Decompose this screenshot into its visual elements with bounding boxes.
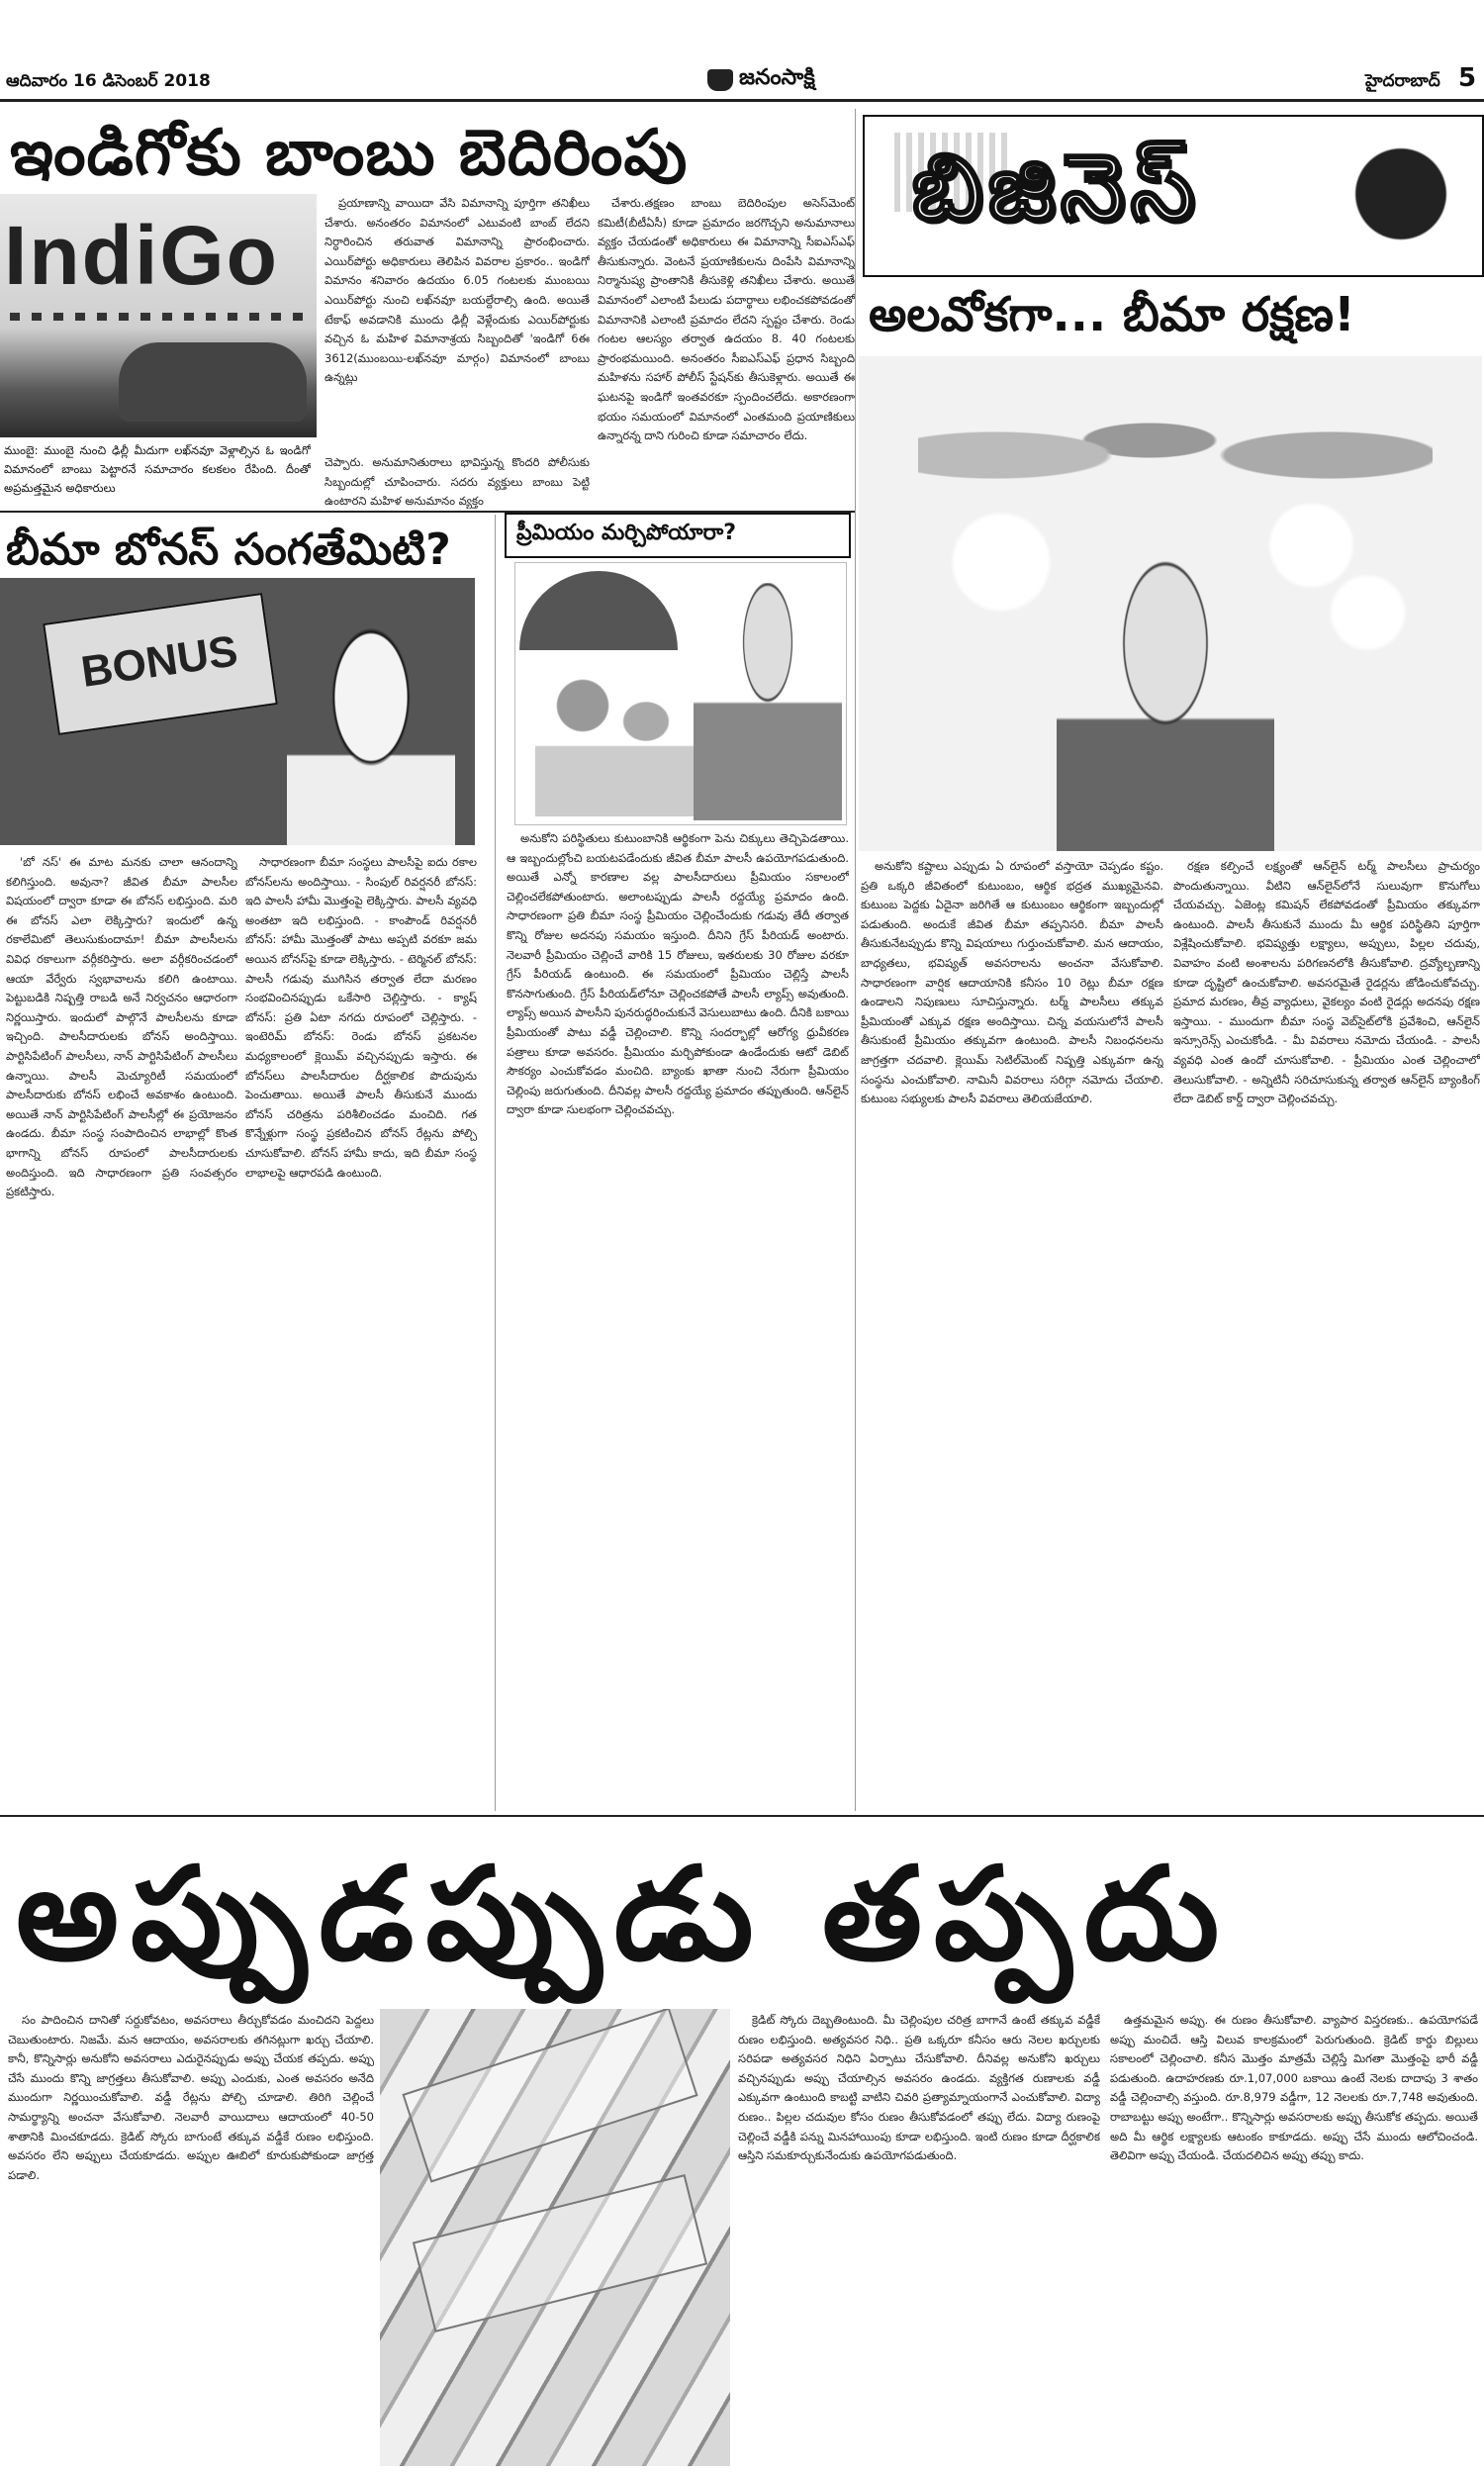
bonus-sign-text: BONUS — [78, 626, 241, 697]
alavokaga-headline: అలవోకగా... బీమా రక్షణ! — [869, 287, 1355, 342]
cartoon-man-graphic — [287, 618, 455, 845]
premium-col-text: అనుకోని పరిస్థితులు కుటుంబానికి ఆర్థికంగా పెను చిక్కులు తెచ్చిపెడతాయి. ఆ ఇబ్బందుల్లోంచి బయటపడేందుకు జీవిత బీమా పాలసీ ఉపయోగపడుతుంది. అయితే ఎన్నో కారణాల వల్ల పాలసీదారులు ప్రీమియం సకాలంలో చెల్లించలేకపోతుంటారు. అలాంటప్పుడు పాలసీ రద్దయ్యే ప్రమాదం ఉంది. సాధారణంగా ప్రతి బీమా సంస్థ ప్రీమియం చెల్లించేందుకు గడువు తేదీ తర్వాత కొన్ని రోజుల అదనపు సమయం ఇస్తుంది. దీనిని గ్రేస్ పీరియడ్ అంటారు. నెలవారీ ప్రీమియం చెల్లించే వారికి 15 రోజులు, ఇతరులకు 30 రోజుల వరకూ గ్రేస్ పీరియడ్ ఉంటుంది. ఈ సమయంలో ప్రీమియం చెల్లిస్తే పాలసీ కొనసాగుతుంది. గ్రేస్ పీరియడ్‌లోనూ చెల్లించకపోతే పాలసీ ల్యాప్స్ అవుతుంది. ల్యాప్స్ అయిన పాలసీని పునరుద్ధరించుకునే వెసులుబాటు ఉంది. దీనికి బకాయి ప్రీమియంతో పాటు వడ్డీ చెల్లించాలి. కొన్ని సందర్భాల్లో ఆరోగ్య ధ్రువీకరణ పత్రాలు కూడా అవసరం. ప్రీమియం మర్చిపోకుండా ఉండేందుకు ఆటో డెబిట్ సౌకర్యం ఎంచుకోవడం మంచిది. బ్యాంకు ఖాతా నుంచి నేరుగా ప్రీమియం చెల్లింపు జరుగుతుంది. దీనివల్ల పాలసీ రద్దయ్యే ప్రమాదం తప్పుతుంది. ఆన్‌లైన్ ద్వారా కూడా సులభంగా చెల్లించవచ్చు. — [507, 831, 849, 1117]
appudappudu-headline: అప్పుడప్పుడు తప్పదు — [16, 1839, 1232, 1989]
alavokaga-col2-text: రక్షణ కల్పించే లక్ష్యంతో ఆన్‌లైన్ టర్మ్ పాలసీలు ప్రాచుర్యం పొందుతున్నాయి. వీటిని ఆన్‌లైన్‌లోనే సులువుగా కొనుగోలు చేయవచ్చు. ఏజెంట్ల కమిషన్ లేకపోవడంతో ప్రీమియం తక్కువగా ఉంటుంది. పాలసీ తీసుకునే ముందు మీ ఆర్థిక పరిస్థితిని పూర్తిగా విశ్లేషించుకోవాలి. భవిష్యత్తు లక్ష్యాలు, అప్పులు, పిల్లల చదువు, వివాహం వంటి అంశాలను పరిగణనలోకి తీసుకోవాలి. ద్రవ్యోల్బణాన్ని కూడా దృష్టిలో ఉంచుకోవాలి. అవసరమైతే రైడర్లను జోడించుకోవచ్చు. ప్రమాద మరణం, తీవ్ర వ్యాధులు, వైకల్యం వంటి రైడర్లు అదనపు రక్షణ ఇస్తాయి. - ముందుగా బీమా సంస్థ వెబ్‌సైట్‌లోకి ప్రవేశించి, ఆన్‌లైన్ ఇన్సూరెన్స్ ఎంచుకోండి. - మీ వివరాలు నమోదు చేయండి. - పాలసీ వ్యవధి ఎంత ఉందో చూసుకోవాలి. - ప్రీమియం ఎంత చెల్లించాలో తెలుసుకోవాలి. - అన్నిటినీ సరిచూసుకున్న తర్వాత ఆన్‌లైన్ బ్యాంకింగ్ లేదా డెబిట్ కార్డ్ ద్వారా చెల్లించవచ్చు. — [1173, 859, 1480, 1106]
indigo-caption: ముంబై: ముంబై నుంచి ఢిల్లీ మీదుగా లఖ్‌నవూ వెళ్లాల్సిన ఓ ఇండిగో విమానంలో బాంబు పెట్టారనే సమాచారం కలకలం రేపింది. దీంతో అప్రమత్తమైన అధికారులు — [4, 443, 311, 495]
rupee-note-graphic — [402, 2009, 697, 2183]
section-rule — [0, 1815, 1484, 1817]
paper-logo-icon — [707, 69, 733, 91]
man-at-desk-graphic — [694, 583, 842, 820]
column-rule — [495, 515, 496, 1811]
masthead-logo — [707, 65, 815, 95]
business-banner — [863, 115, 1484, 277]
premium-col — [507, 829, 849, 1809]
indigo-col2-text: చేశారు.తక్షణం బాంబు బెదిరింపుల అసెస్‌మెంట్ కమిటీ(బీటీఏసీ) కూడా ప్రమాదం జరగొచ్చని అనుమానాలు వ్యక్తం చేయడంతో అధికారులు ఈ విమానాన్ని సీఐఎస్‌ఎఫ్ తీసుకున్నారు. వెంటనే ప్రయాణికులను దింపేసి విమానాన్ని నిర్మానుష్య ప్రాంతానికి తీసుకెళ్లి తనిఖీలు చేశారు. అయితే విమానంలో ఎలాంటి పేలుడు పదార్థాలు లభించకపోవడంతో విమానానికి ఎలాంటి ప్రమాదం లేదని స్పష్టం చేశారు. రెండు గంటల ఆలస్యం తర్వాత ఉదయం 8. 40 గంటలకు ప్రారంభమయింది. అనంతరం సీఐఎస్‌ఎఫ్ ప్రధాన సిబ్బంది మహిళను సహార్ పోలీస్ స్టేషన్‌కు తీసుకెళ్లారు. అయితే ఈ ఘటనపై ఇండిగో ఇంతవరకూ స్పందించలేదు. అకారణంగా భయం సమయంలో విమానంలో ఎంతమంది ప్రయాణికులు ఉన్నారన్న దాని గురించి కూడా సమాచారం లేదు. — [598, 196, 855, 443]
business-banner-title: బిజినెస్ — [912, 135, 1201, 240]
bima-bonus-col1-text: 'బో నస్' ఈ మాట మనకు చాలా ఆనందాన్ని కలిగిస్తుంది. అవునా? జీవిత బీమా పాలసీల విషయంలో ద్వారా కూడా ఈ బోనస్ లభిస్తుంది. మరి ఈ బోనస్ ఎలా లెక్కిస్తారు? ఇందులో ఉన్న రకాలేమిటో తెలుసుకుందామా! బీమా పాలసీలను వివిధ రకాలుగా వర్గీకరిస్తారు. అలా వర్గీకరించడంలో ఆయా వేర్వేరు స్వభావాలను కలిగి ఉంటాయి. పెట్టుబడికి నిష్పత్తి రాబడి అనే నిర్వచనం ఆధారంగా నిర్ణయిస్తారు. ఇందులో పాల్గొనే పాలసీలను కూడా ఇచ్చింది. పాలసీదారులకు బోనస్ అందిస్తాయి. పార్టిసిపేటింగ్ పాలసీలు, నాన్ పార్టిసిపేటింగ్ పాలసీలు ఉన్నాయి. పాలసీ మెచ్యూరిటీ సమయంలో పాలసీదారుకు బోనస్ లభించే అవకాశం ఉంటుంది. అయితే నాన్ పార్టిసిపేటింగ్ పాలసీల్లో ఈ ప్రయోజనం ఉండదు. బీమా సంస్థ సంపాదించిన లాభాల్లో కొంత భాగాన్ని బోనస్ రూపంలో పాలసీదారులకు అందిస్తుంది. ఇది సాధారణంగా ప్రతి సంవత్సరం ప్రకటిస్తారు. — [6, 855, 237, 1199]
appudappudu-col3 — [1110, 2011, 1478, 2466]
indigo-col1-cont: చెప్పారు. అనుమానితురాలు భావిస్తున్న కొందరి పోలీసుకు సిబ్బందుల్లో చూపించారు. సదరు వ్యక్తులు బాంబు పెట్టి ఉంటారని మహిళ అనుమానం వ్యక్తం — [325, 455, 590, 509]
appudappudu-col2 — [738, 2011, 1100, 2466]
appudappudu-col1 — [8, 2011, 374, 2466]
man-with-glasses-graphic — [1057, 554, 1274, 851]
masthead-rule — [0, 99, 1484, 102]
alavokaga-col1 — [861, 857, 1163, 1807]
indigo-logo-text: IndiGo — [4, 209, 279, 302]
umbrella-icon — [519, 571, 678, 650]
indigo-col1-text: ప్రయాణాన్ని వాయిదా వేసి విమానాన్ని పూర్తిగా తనిఖీలు చేశారు. అనంతరం విమానంలో ఎటువంటి బాంబ్ లేదని నిర్ధారించిన తరువాత విమానాన్ని ప్రారంభించారు. ఎయిర్‌పోర్టు అధికారులు తెలిపిన వివరాల ప్రకారం.. ఇండిగో విమానం శనివారం ఉదయం 6.05 గంటలకు ముంబయి ఎయిర్‌పోర్టు నుంచి లఖ్‌నవూ బయల్దేరాల్సి ఉంది. అయితే టేకాఫ్ అవడానికి ముందు ఢిల్లీ వెళ్లేందుకు ఎయిర్‌పోర్టుకు వచ్చిన ఓ మహిళ విమానాశ్రయ సిబ్బందితో 'ఇండిగో 6ఈ 3612(ముంబయి-లఖ్‌నవూ మార్గం) విమానంలో బాంబు ఉన్నట్లు — [325, 196, 590, 385]
bima-bonus-headline: బీమా బోనస్ సంగతేమిటి? — [6, 524, 451, 575]
family-figures-graphic — [535, 658, 694, 816]
alavokaga-illustration — [859, 356, 1482, 851]
appudappudu-col1-text: సం పాదించిన దానితో సర్దుకోవటం, అవసరాలు తీర్చుకోవడం మంచిదని పెద్దలు చెబుతుంటారు. నిజమే. మన ఆదాయం, అవసరాలకు తగినట్లుగా ఖర్చు చేయాలి. కానీ, కొన్నిసార్లు అనుకోని అవసరాలు ఎదురైనప్పుడు అప్పు చేయక తప్పదు. అప్పు చేసే ముందు కొన్ని జాగ్రత్తలు తీసుకోవాలి. అప్పు ఎందుకు, ఎంత అవసరం అనేది ముందుగా నిర్ణయించుకోవాలి. వడ్డీ రేట్లను పోల్చి చూడాలి. తిరిగి చెల్లించే సామర్థ్యాన్ని అంచనా వేసుకోవాలి. నెలవారీ వాయిదాలు ఆదాయంలో 40-50 శాతానికి మించకూడదు. క్రెడిట్ స్కోరు బాగుంటే తక్కువ వడ్డీకే రుణం లభిస్తుంది. అవసరం లేని అప్పులు చేయకూడదు. అప్పుల ఊబిలో కూరుకుపోకుండా జాగ్రత్త పడాలి. — [8, 2013, 374, 2182]
appudappudu-col3-text: ఉత్తమమైన అప్పు. ఈ రుణం తీసుకోవాలి. వ్యాపార విస్తరణకు.. ఉపయోగపడే అప్పు మంచిదే. ఆస్తి విలువ కాలక్రమంలో పెరుగుతుంది. క్రెడిట్ కార్డు బిల్లులు సకాలంలో చెల్లించాలి. కనీస మొత్తం మాత్రమే చెల్లిస్తే మిగతా మొత్తంపై భారీ వడ్డీ పడుతుంది. ఉదాహరణకు రూ.1,07,000 బకాయి ఉంటే నెలకు దాదాపు 3 శాతం వడ్డీ చెల్లించాల్సి వస్తుంది. రూ.8,979 వడ్డీగా, 12 నెలలకు రూ.7,748 అవుతుంది. రాబాబట్టు అప్పు అంటేగా.. కొన్నిసార్లు అవసరాలకు అప్పు తీసుకోక తప్పదు. అయితే అది మీ ఆర్థిక లక్ష్యాలకు ఆటంకం కాకూడదు. అప్పు చేసే ముందు ఆలోచించండి. తెలివిగా అప్పు చేయండి. చేయదలిచిన అప్పు తప్పు కాదు. — [1110, 2013, 1478, 2163]
bonus-illustration — [0, 578, 475, 845]
masthead-date: ఆదివారం 16 డిసెంబర్ 2018 — [6, 71, 211, 91]
paper-name: జనంసాక్షి — [739, 65, 815, 90]
masthead-city: హైదరాబాద్ — [1365, 71, 1440, 91]
bima-bonus-col1 — [6, 853, 237, 1843]
premium-illustration — [514, 562, 847, 825]
alavokaga-col1-text: అనుకోని కష్టాలు ఎప్పుడు ఏ రూపంలో వస్తాయో చెప్పడం కష్టం. ప్రతి ఒక్కరి జీవితంలో కుటుంబం, ఆర్థిక భద్రత ముఖ్యమైనవి. కుటుంబ పెద్దకు ఏదైనా జరిగితే ఆ కుటుంబం ఆర్థికంగా ఇబ్బందుల్లో పడుతుంది. అందుకే జీవిత బీమా తప్పనిసరి. బీమా పాలసీ తీసుకునేటప్పుడు కొన్ని విషయాలు గుర్తుంచుకోవాలి. మన ఆదాయం, బాధ్యతలు, భవిష్యత్ అవసరాలను అంచనా వేసుకోవాలి. సాధారణంగా వార్షిక ఆదాయానికి కనీసం 10 రెట్లు బీమా రక్షణ ఉండాలని నిపుణులు సూచిస్తున్నారు. టర్మ్ పాలసీలు తక్కువ ప్రీమియంతో ఎక్కువ రక్షణ అందిస్తాయి. చిన్న వయసులోనే పాలసీ తీసుకుంటే ప్రీమియం తక్కువగా ఉంటుంది. పాలసీ నిబంధనలను జాగ్రత్తగా చదవాలి. క్లెయిమ్ సెటిల్‌మెంట్ నిష్పత్తి ఎక్కువగా ఉన్న సంస్థను ఎంచుకోవాలి. నామినీ వివరాలు సరిగ్గా నమోదు చేయాలి. కుటుంబ సభ్యులకు పాలసీ వివరాలు తెలియజేయాలి. — [861, 859, 1163, 1106]
premium-headline: ప్రీమియం మర్చిపోయారా? — [516, 521, 736, 545]
aircraft-window-row — [10, 313, 307, 321]
indigo-photo — [0, 194, 317, 437]
indigo-headline: ఇండిగోకు బాంబు బెదిరింపు — [10, 117, 689, 190]
premium-headline-box — [505, 513, 851, 558]
bima-bonus-col2 — [245, 853, 477, 1843]
bull-icon — [1353, 135, 1472, 253]
currency-notes-photo — [380, 2009, 730, 2466]
rupee-note-graphic — [413, 2174, 707, 2332]
column-rule — [855, 109, 856, 1811]
family-figures-graphic — [918, 366, 1433, 515]
appudappudu-col2-text: క్రెడిట్ స్కోరు దెబ్బతింటుంది. మీ చెల్లింపుల చరిత్ర బాగానే ఉంటే తక్కువ వడ్డీకే రుణం లభిస్తుంది. అత్యవసర నిధి.. ప్రతి ఒక్కరూ కనీసం ఆరు నెలల ఖర్చులకు సరిపడా అత్యవసర నిధిని ఏర్పాటు చేసుకోవాలి. దీనివల్ల అనుకోని ఖర్చులు వచ్చినప్పుడు అప్పు చేయాల్సిన అవసరం ఉండదు. వ్యక్తిగత రుణాలకు వడ్డీ ఎక్కువగా ఉంటుంది కాబట్టి వాటిని చివరి ప్రత్యామ్నాయంగానే ఎంచుకోవాలి. విద్యా రుణం.. పిల్లల చదువుల కోసం రుణం తీసుకోవడంలో తప్పు లేదు. విద్యా రుణంపై చెల్లించే వడ్డీకి పన్ను మినహాయింపు కూడా లభిస్తుంది. ఇంటి రుణం కూడా దీర్ఘకాలిక ఆస్తిని సమకూర్చుకునేందుకు ఉపయోగపడుతుంది. — [738, 2013, 1100, 2163]
aircraft-engine-icon — [119, 342, 307, 422]
bonus-sign — [43, 593, 278, 735]
indigo-col2 — [598, 194, 855, 509]
page-number: 5 — [1458, 63, 1477, 93]
alavokaga-col2 — [1173, 857, 1480, 1807]
bima-bonus-col2-text: సాధారణంగా బీమా సంస్థలు పాలసీపై ఐదు రకాల బోనస్‌లను అందిస్తాయి. - సింపుల్ రివర్షనరీ బోనస్: ఇది పాలసీ హామీ మొత్తంపై లెక్కిస్తారు. పాలసీ వ్యవధి అంతటా ఇది లభిస్తుంది. - కాంపౌండ్ రివర్షనరీ బోనస్: హామీ మొత్తంతో పాటు అప్పటి వరకూ జమ అయిన బోనస్‌పై కూడా లెక్కిస్తారు. - టెర్మినల్ బోనస్: పాలసీ గడువు ముగిసిన తర్వాత లేదా మరణం సంభవించినప్పుడు ఒకేసారి చెల్లిస్తారు. - క్యాష్ బోనస్: ప్రతి ఏటా నగదు రూపంలో చెల్లిస్తారు. - ఇంటెరిమ్ బోనస్: రెండు బోనస్ ప్రకటనల మధ్యకాలంలో క్లెయిమ్ వచ్చినప్పుడు ఇస్తారు. ఈ బోనస్‌లు పాలసీదారుల దీర్ఘకాలిక పొదుపును పెంచుతాయి. అయితే పాలసీ తీసుకునే ముందు బోనస్ చరిత్రను పరిశీలించడం మంచిది. గత కొన్నేళ్లుగా సంస్థ ప్రకటించిన బోనస్ రేట్లను పోల్చి చూసుకోవాలి. బోనస్ హామీ కాదు, ఇది బీమా సంస్థ లాభాలపై ఆధారపడి ఉంటుంది. — [245, 855, 477, 1180]
indigo-col1 — [325, 194, 590, 491]
